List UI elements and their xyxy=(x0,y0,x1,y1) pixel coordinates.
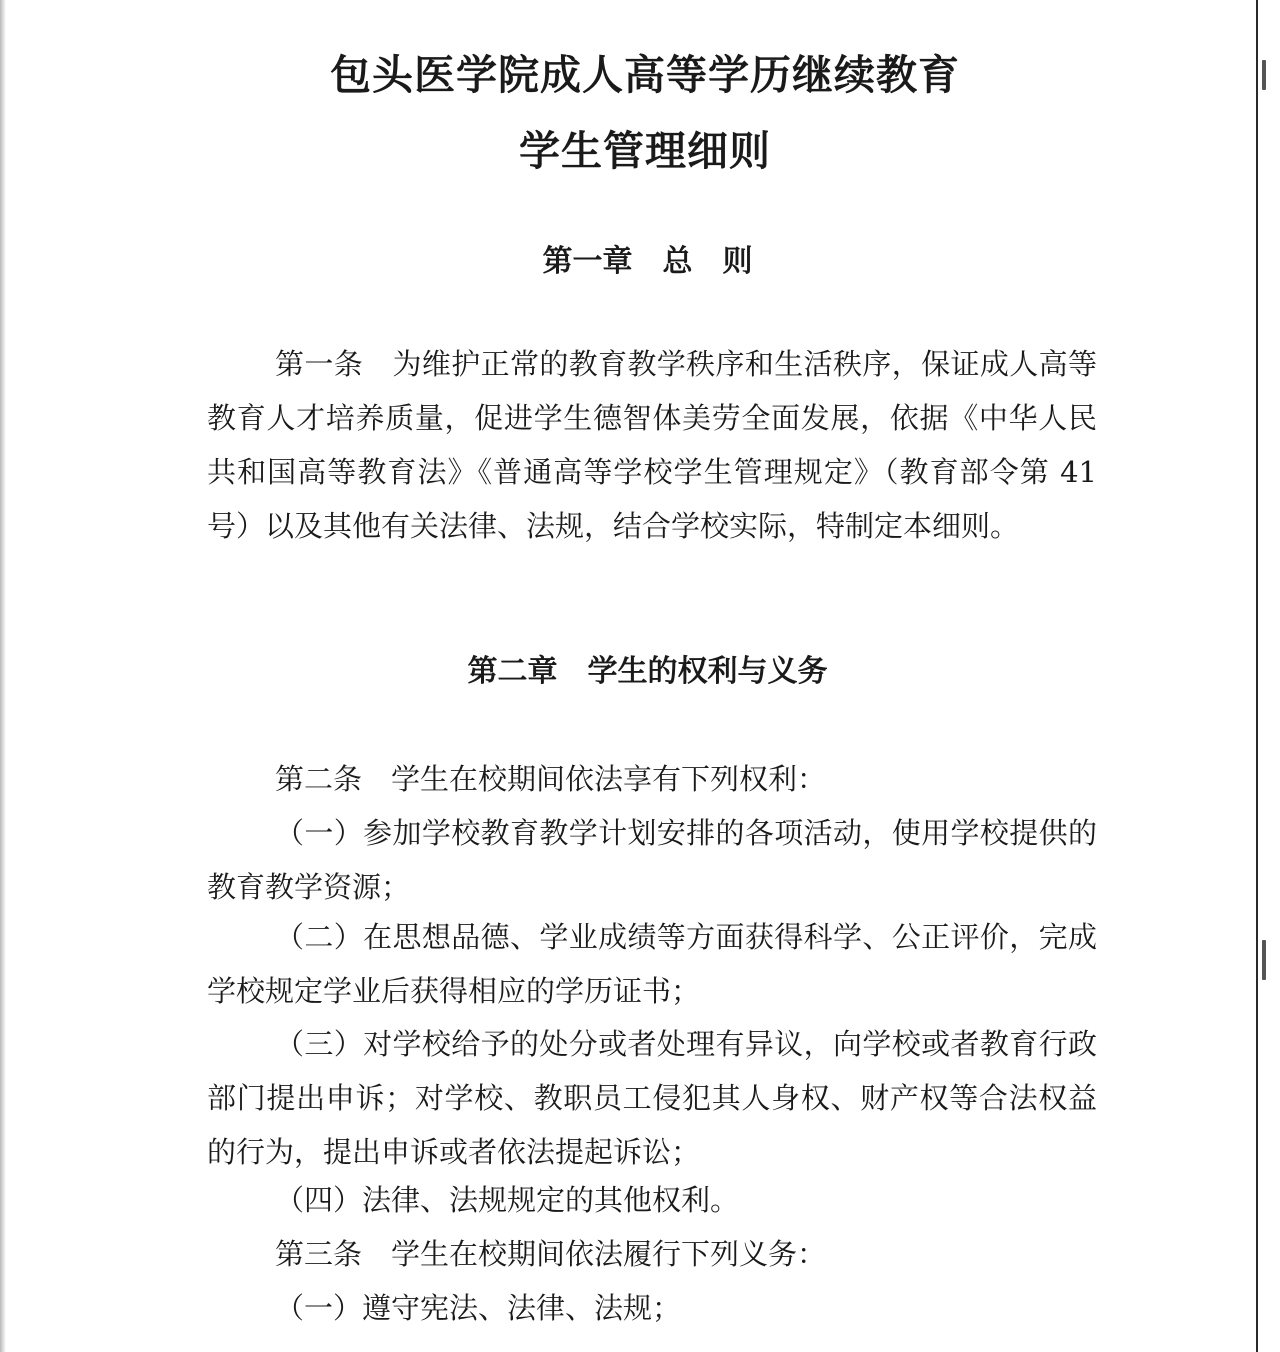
chapter-2-heading: 第二章 学生的权利与义务 xyxy=(467,654,828,689)
article-2-text: 学生在校期间依法享有下列权利： xyxy=(391,762,827,796)
article-3 xyxy=(207,1227,1097,1281)
article-1 xyxy=(207,337,1097,553)
article-1-text: 为维护正常的教育教学秩序和生活秩序，保证成人高等教育人才培养质量，促进学生德智体美劳全面发展，依据《中华人民共和国高等教育法》《普通高等学校学生管理规定》（教育部令第 41 号）以及其他有关法律、法规，结合学校实际，特制定本细则。 xyxy=(207,347,1097,543)
article-2-label: 第二条 xyxy=(275,762,392,796)
article-3-label: 第三条 xyxy=(275,1237,392,1271)
scan-specks xyxy=(1262,60,1272,1160)
article-2-item-4: （四）法律、法规规定的其他权利。 xyxy=(275,1183,740,1217)
article-3-item-1: （一）遵守宪法、法律、法规； xyxy=(275,1291,682,1325)
article-3-text: 学生在校期间依法履行下列义务： xyxy=(391,1237,827,1271)
document-title-line-1: 包头医学院成人高等学历继续教育 xyxy=(330,51,960,99)
article-2-item-1: （一）参加学校教育教学计划安排的各项活动，使用学校提供的教育教学资源； xyxy=(207,816,1097,904)
article-1-label: 第一条 xyxy=(275,347,393,381)
scan-speck xyxy=(1262,940,1266,980)
chapter-1-heading: 第一章 总 则 xyxy=(542,244,753,279)
article-2-item-3: （三）对学校给予的处分或者处理有异议，向学校或者教育行政部门提出申诉；对学校、教职员工侵犯其人身权、财产权等合法权益的行为，提出申诉或者依法提起诉讼； xyxy=(207,1027,1097,1169)
article-2 xyxy=(207,752,1097,806)
article-2-item-2: （二）在思想品德、学业成绩等方面获得科学、公正评价，完成学校规定学业后获得相应的学历证书； xyxy=(207,920,1097,1008)
document-title-line-2: 学生管理细则 xyxy=(519,127,771,175)
